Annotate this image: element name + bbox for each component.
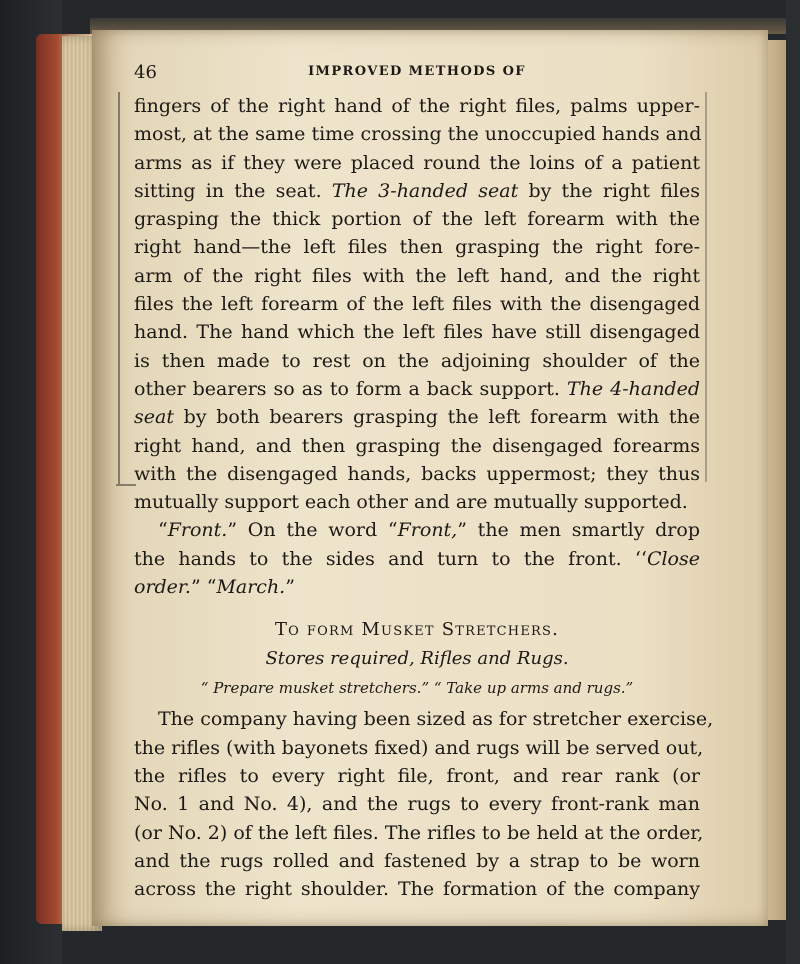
text-run: ” the men smartly drop [457,519,700,542]
text-line [134,403,700,431]
text-line: No. 1 and No. 4), and the rugs to every front-rank man [134,793,700,816]
section-commands: “ Prepare musket stretchers.” “ Take up arms and rugs.” [200,679,634,698]
text-line: the rifles (with bayonets fixed) and rugs will be served out, [134,736,704,759]
text-run: other bearers so as to form a back support. [134,377,567,400]
italic-run: Close [646,547,700,570]
text-line: is then made to rest on the adjoining shoulder of the [134,349,700,372]
text-run: by both bearers grasping the left forearm with the [173,406,700,429]
text-line: grasping the thick portion of the left forearm with the [134,208,700,231]
text-line [134,545,700,573]
text-line [134,516,700,544]
text-line: right hand, and then grasping the disengaged forearms [134,434,700,457]
text-line: with the disengaged hands, backs uppermost; they thus [134,462,700,485]
pencil-right-line [705,92,707,482]
text-run: “ [158,519,168,542]
italic-run: March. [216,576,286,599]
running-head: IMPROVED METHODS OF [308,64,526,79]
text-line: The company having been sized as for stretcher exercise, [158,708,714,731]
text-line [134,573,700,601]
text-run: sitting in the seat. [134,179,332,202]
text-run: ” On the word “ [227,519,398,542]
body-text-2 [134,705,714,903]
text-line: right hand—the left files then grasping the right fore- [134,236,700,259]
italic-run: Front, [397,519,458,542]
italic-run: The 3-handed seat [331,179,519,202]
text-line: fingers of the right hand of the right files, palms upper- [134,95,700,117]
pencil-margin-tick [116,484,136,486]
italic-run: seat [134,406,174,429]
text-line: hand. The hand which the left files have still disengaged [134,321,700,344]
italic-run: order. [134,576,191,599]
section-subheading: Stores required, Rifles and Rugs. [265,648,569,670]
text-line [134,177,700,205]
text-line: and the rugs rolled and fastened by a strap to be worn [134,849,700,872]
page-number: 46 [134,62,157,83]
right-page-edges [768,40,788,920]
pencil-margin-line [118,92,120,484]
text-line: the rifles to every right file, front, and rear rank (or [134,764,700,787]
text-line: arm of the right files with the left hand, and the right [134,264,700,287]
text-line: arms as if they were placed round the loins of a patient [134,151,700,174]
text-line: files the left forearm of the left files with the disengaged [134,293,700,316]
text-line: across the right shoulder. The formation of the company [134,878,700,901]
right-cover-board [786,0,800,964]
text-line: mutually support each other and are mutually supported. [134,491,688,514]
body-text [134,92,700,601]
italic-run: Front. [167,519,228,542]
text-line [134,375,700,403]
text-line: (or No. 2) of the left files. The rifles to be held at the order, [134,821,704,844]
page-text [134,56,714,903]
text-run: by the right files [518,179,700,202]
text-run: ” “ [190,576,217,599]
italic-run: The 4-handed [566,377,701,400]
text-run: the hands to the sides and turn to the front. ‘‘ [134,547,647,570]
text-run: ” [285,576,295,599]
section-heading: To form Musket Stretchers. [274,619,560,641]
page-header [134,56,700,86]
text-line: most, at the same time crossing the unoccupied hands and [134,123,702,146]
